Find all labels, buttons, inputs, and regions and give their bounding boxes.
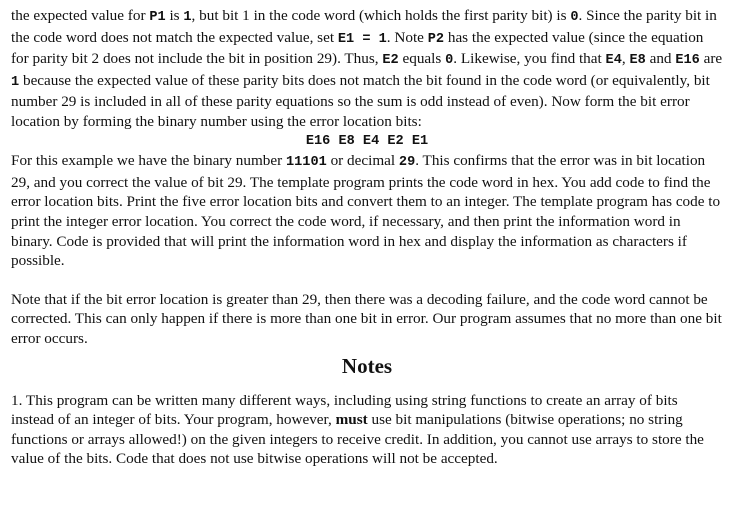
text-span: . Likewise, you find that	[453, 50, 606, 68]
code-binary-number: 11101	[285, 155, 327, 171]
code-e8: E8	[629, 53, 646, 69]
paragraph-example	[11, 151, 723, 271]
paragraph-gap	[11, 271, 723, 290]
text-span: equals	[398, 50, 446, 68]
text-span: . Note	[386, 28, 428, 46]
text-span: and	[645, 50, 676, 68]
code-e2: E2	[382, 53, 399, 69]
code-p1: P1	[149, 10, 166, 25]
code-decimal-number: 29	[398, 155, 416, 171]
text-span: or decimal	[326, 152, 399, 170]
code-value: 0	[445, 53, 454, 69]
code-value: 1	[183, 10, 192, 25]
text-span: . Since the parity bit in the code word does not match the expected value, set	[11, 7, 717, 46]
code-p2: P2	[427, 31, 445, 47]
emphasis-must: must	[335, 411, 368, 429]
text-span: has the expected value (since the equation for parity bit 2 does not include the bit in position 29). Thus,	[11, 28, 704, 68]
code-e16: E16	[675, 53, 700, 69]
text-span: because the expected value of these parity bits does not match the bit found in the code word (or equivalently, bit number 29 is included in all of these parity equations so the sum is odd instead of even). Now form the bit error location by forming the binary number using the error location bits:	[11, 71, 710, 130]
text-span: . This confirms that the error was in bit location 29, and you correct the value of bit 29. The template program prints the code word in hex. You add code to find the error location bits. Print the five error location bits and convert them to an integer. The template program has code to print the integer error location. You correct the code word, if necessary, and then print the information word in binary. Code is provided that will print the information word in hex and display the information as characters if possible.	[11, 152, 721, 270]
text-span: the expected value for	[11, 7, 150, 24]
note-item-1	[11, 391, 723, 469]
code-value: 0	[570, 10, 579, 25]
text-span: 1. This program can be written many different ways, including using string functions to create an array of bits instead of an integer of bits. Your program, however,	[11, 391, 678, 429]
document-page	[11, 6, 723, 469]
text-span: , but bit 1 in the code word (which holds the first parity bit) is	[191, 7, 571, 24]
text-span: is	[165, 7, 184, 24]
paragraph-parity-explanation	[11, 6, 723, 132]
notes-heading: Notes	[341, 353, 393, 378]
code-value: 1	[11, 74, 20, 90]
error-location-bits-line: E16 E8 E4 E2 E1	[305, 133, 429, 149]
paragraph-decoding-failure: Note that if the bit error location is greater than 29, then there was a decoding failure, and the code word cannot be corrected. This can only happen if there is more than one bit in error. Our program assumes that no more than one bit error occurs.	[11, 290, 722, 347]
text-span: use bit manipulations (bitwise operations; no string functions or arrays allowed!) on the given integers to receive credit. In addition, you cannot use arrays to store the value of the bits. Code that does not use bitwise operations will not be accepted.	[11, 411, 704, 468]
code-e4: E4	[605, 53, 622, 69]
text-span: are	[699, 50, 723, 68]
code-e1-assignment: E1 = 1	[337, 31, 387, 47]
text-span: ,	[621, 50, 630, 68]
text-span: For this example we have the binary number	[11, 152, 286, 170]
